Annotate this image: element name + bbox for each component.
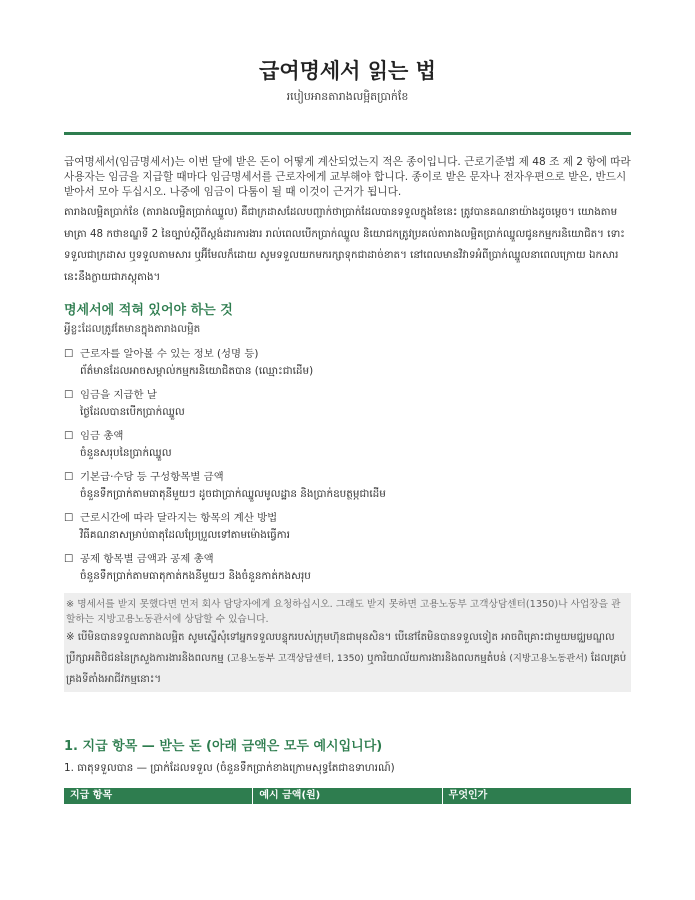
contents-section-heading: 명세서에 적혀 있어야 하는 것 xyxy=(64,303,233,318)
checklist-item-korean: 공제 항목별 금액과 공제 총액 xyxy=(80,553,214,565)
help-note-box xyxy=(64,593,631,692)
checklist-item-khmer: ចំនួនទឹកប្រាក់តាមធាតុកាត់កងនីមួយៗ និងចំនួនកាត់កងសរុប xyxy=(80,570,311,582)
title-divider xyxy=(64,132,631,135)
help-note-khmer xyxy=(66,627,627,690)
checklist-item-korean: 기본급·수당 등 구성항목별 금액 xyxy=(80,471,224,483)
help-note-khmer-text: ឬការិយាល័យការងារនិងពលកម្មតំបន់ xyxy=(363,653,510,664)
table-header-cell: 지급 항목 xyxy=(70,790,113,801)
checklist-item xyxy=(64,388,631,422)
help-note-khmer-text: ※ បើមិនបានទទួលតារាងលម្អិត សូមស្នើសុំទៅអ្នកទទួលបន្ទុករបស់ក្រុមហ៊ុនជាមុនសិន។ បើនៅតែមិនបានទទួលទៀត អាចពិគ្រោះជាមួយមជ្ឈមណ្ឌលប្រឹក្សាអតិថិជននៃក្រសួងការងារនិងពលកម្ម xyxy=(66,632,615,664)
checkbox-icon: ☐ xyxy=(64,553,74,565)
section-1-subheading: 1. ធាតុទទួលបាន — ប្រាក់ដែលទទួល (ចំនួនទឹកប្រាក់ខាងក្រោមសុទ្ធតែជាឧទាហរណ៍) xyxy=(64,762,395,774)
page-title: 급여명세서 읽는 법 xyxy=(259,59,436,83)
section-1-heading: 1. 지급 항목 — 받는 돈 (아래 금액은 모두 예시입니다) xyxy=(64,739,383,754)
help-note-korean-inline: (지방고용노동관서) xyxy=(509,653,588,664)
contents-section-subheading: អ្វីខ្លះដែលត្រូវតែមានក្នុងតារាងលម្អិត xyxy=(64,323,201,335)
checklist-item-korean: 임금 총액 xyxy=(80,430,124,442)
checkbox-icon: ☐ xyxy=(64,512,74,524)
checklist-item xyxy=(64,470,631,504)
checklist-item-korean: 임금을 지급한 날 xyxy=(80,389,157,401)
checklist-item-khmer: ព័ត៌មានដែលអាចសម្គាល់កម្មករនិយោជិតបាន (ឈ្មោះជាដើម) xyxy=(80,365,314,377)
page-subtitle: របៀបអានតារាងលម្អិតប្រាក់ខែ xyxy=(286,90,409,103)
table-header-cell: 무엇인가 xyxy=(442,788,631,804)
payment-items-table-header xyxy=(64,788,631,804)
intro-paragraph-khmer: តារាងលម្អិតប្រាក់ខែ (តារាងលម្អិតប្រាក់ឈ្នួល) គឺជាក្រដាសដែលបញ្ជាក់ថាប្រាក់ដែលបានទទួលក្នុងខែនេះ ត្រូវបានគណនាយ៉ាងដូចម្តេច។ យោងតាមមាត្រា 48 កថាខណ្ឌទី 2 នៃច្បាប់ស្តីពីស្តង់ដារការងារ រាល់ពេលបើកប្រាក់ឈ្នួល និយោជកត្រូវប្រគល់តារាងលម្អិតប្រាក់ឈ្នួលជូនកម្មករនិយោជិត។ ទោះទទួលជាក្រដាស ឬទទួលតាមសារ ឬអ៊ីមែលក៏ដោយ សូមទទួលយកមករក្សាទុកជាដាច់ខាត។ នៅពេលមានវិវាទអំពីប្រាក់ឈ្នួលនាពេលក្រោយ ឯកសារនេះនឹងក្លាយជាភស្តុតាង។ xyxy=(64,206,625,283)
checkbox-icon: ☐ xyxy=(64,471,74,483)
checklist-item-khmer: ចំនួនទឹកប្រាក់តាមធាតុនីមួយៗ ដូចជាប្រាក់ឈ្នួលមូលដ្ឋាន និងប្រាក់ឧបត្ថម្ភជាដើម xyxy=(80,488,386,500)
checklist-item-korean: 근로시간에 따라 달라지는 항목의 계산 방법 xyxy=(80,512,278,524)
checkbox-icon: ☐ xyxy=(64,348,74,360)
checkbox-icon: ☐ xyxy=(64,389,74,401)
checklist-item-khmer: ចំនួនសរុបនៃប្រាក់ឈ្នួល xyxy=(80,447,172,459)
checklist-item xyxy=(64,429,631,463)
checklist-item-khmer: វិធីគណនាសម្រាប់ធាតុដែលប្រែប្រួលទៅតាមម៉ោងធ្វើការ xyxy=(80,529,290,541)
help-note-korean-inline: (고용노동부 고객상담센터, 1350) xyxy=(226,653,364,664)
help-note-korean: ※ 명세서를 받지 못했다면 먼저 회사 담당자에게 요청하십시오. 그래도 받지 못하면 고용노동부 고객상담센터(1350)나 사업장을 관할하는 지방고용노동관서에 상담할 수 있습니다. xyxy=(66,599,621,625)
checklist-item-khmer: ថ្ងៃដែលបានបើកប្រាក់ឈ្នួល xyxy=(80,406,185,418)
intro-paragraph-korean: 급여명세서(임금명세서)는 이번 달에 받은 돈이 어떻게 계산되었는지 적은 종이입니다. 근로기준법 제 48 조 제 2 항에 따라 사용자는 임금을 지급할 때마다 임금명세서를 근로자에게 교부해야 합니다. 종이로 받은 문자나 전자우편으로 받은, 반드시 받아서 모아 두십시오. 나중에 임금이 다툼이 될 때 이것이 근거가 됩니다. xyxy=(64,156,631,198)
checklist-item xyxy=(64,347,631,381)
help-note-khmer-text: ដែលគ្រប់គ្រងទីតាំងអាជីវកម្មនោះ។ xyxy=(66,653,627,685)
checklist-item-korean: 근로자를 알아볼 수 있는 정보 (성명 등) xyxy=(80,348,259,360)
required-items-checklist xyxy=(64,347,631,586)
checklist-item xyxy=(64,511,631,545)
table-header-cell: 예시 금액(원) xyxy=(252,788,441,804)
checkbox-icon: ☐ xyxy=(64,430,74,442)
checklist-item xyxy=(64,552,631,586)
